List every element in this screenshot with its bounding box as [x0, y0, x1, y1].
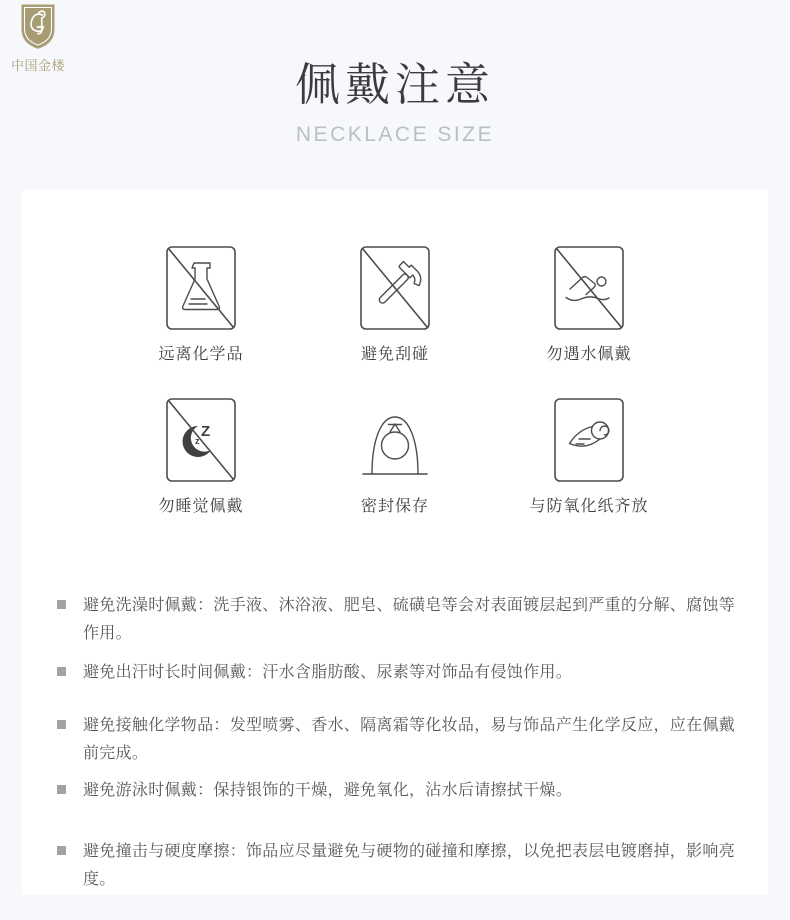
care-label: 避免刮碰: [360, 346, 429, 363]
care-note-text: 避免撞击与硬度摩擦：饰品应尽量避免与硬物的碰撞和摩擦，以免把表层电镀磨掉，影响亮度。: [83, 843, 736, 888]
brand-name: 中国金楼: [10, 58, 65, 73]
care-note-text: 避免接触化学物品：发型喷雾、香水、隔离霜等化妆品，易与饰品产生化学反应，应在佩戴前完成。: [83, 717, 736, 762]
care-note-text: 避免游泳时佩戴：保持银饰的干燥，避免氧化，沾水后请擦拭干燥。: [83, 782, 573, 799]
no-sleeping-icon: [165, 397, 237, 483]
svg-text:z: z: [195, 436, 200, 446]
care-note: [57, 592, 740, 648]
no-hammer-scratch-icon: [359, 245, 431, 331]
square-bullet-icon: [57, 667, 66, 676]
square-bullet-icon: [57, 785, 66, 794]
section-header: [0, 0, 790, 147]
sealed-storage-ring-icon: [359, 397, 431, 483]
svg-text:Z: Z: [201, 423, 211, 440]
page-subtitle: NECKLACE SIZE: [295, 123, 495, 146]
care-card: [22, 190, 768, 895]
page-title: 佩戴注意: [294, 59, 495, 110]
care-note-text: 避免洗澡时佩戴：洗手液、沐浴液、肥皂、硫磺皂等会对表面镀层起到严重的分解、腐蚀等作用。: [83, 597, 736, 642]
square-bullet-icon: [57, 846, 66, 855]
care-cell-sealed: [298, 397, 492, 516]
care-label: 勿睡觉佩戴: [158, 498, 244, 515]
care-note: [57, 659, 740, 687]
care-label: 密封保存: [360, 498, 429, 515]
care-note: [57, 777, 740, 805]
no-swimming-water-icon: [553, 245, 625, 331]
anti-oxidation-paper-icon: [553, 397, 625, 483]
care-note: [57, 712, 740, 768]
care-note: [57, 838, 740, 894]
care-label: 远离化学品: [158, 346, 244, 363]
care-label: 与防氧化纸齐放: [529, 498, 649, 515]
gold-shield-monogram-icon: [20, 3, 56, 51]
care-note-text: 避免出汗时长时间佩戴：汗水含脂肪酸、尿素等对饰品有侵蚀作用。: [83, 664, 573, 681]
care-cell-water: [492, 245, 686, 364]
care-notes-list: [57, 592, 740, 894]
no-chemicals-icon: [165, 245, 237, 331]
brand-logo: [6, 3, 70, 74]
care-cell-chemicals: [104, 245, 298, 364]
square-bullet-icon: [57, 720, 66, 729]
care-cell-paper: [492, 397, 686, 516]
care-cell-scratch: [298, 245, 492, 364]
square-bullet-icon: [57, 600, 66, 609]
care-icon-grid: [104, 190, 686, 516]
care-label: 勿遇水佩戴: [546, 346, 632, 363]
care-cell-sleep: [104, 397, 298, 516]
